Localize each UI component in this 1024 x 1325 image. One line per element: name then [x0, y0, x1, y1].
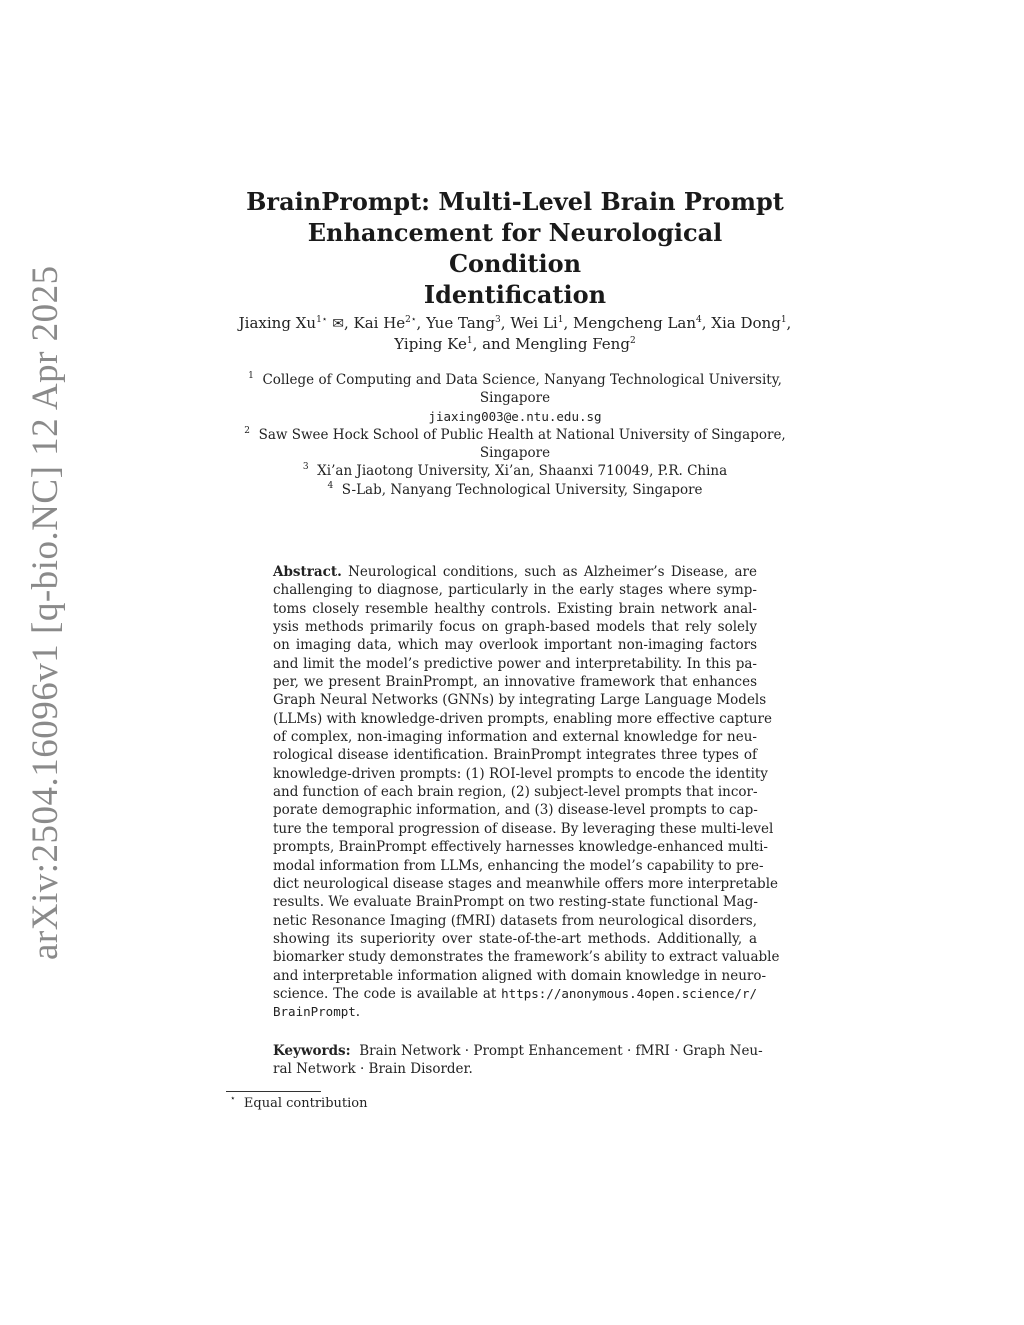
author-name: , and Mengling Feng: [472, 335, 630, 353]
author-line: Jiaxing $Xu^{1⋆}$ ✉, Kai $He^{2⋆}$, Yue Tang$^3$, Wei Li$^1$, Mengcheng Lan$^4$, Xia Dong$^1$,: [238, 314, 792, 332]
abstract-line: netic Resonance Imaging (fMRI) datasets from neurological disorders,: [273, 912, 757, 929]
affiliation-mark: 3: [302, 462, 309, 473]
abstract-line: ture the temporal progression of disease. By leveraging these multi-level: [273, 820, 774, 837]
abstract-line: rological disease identification. BrainPrompt integrates three types of: [273, 747, 757, 764]
code-url-link[interactable]: https://anonymous.4open.science/r/: [501, 985, 758, 1001]
abstract-text: .: [355, 1004, 361, 1021]
keywords-text: Brain Network · Prompt Enhancement · fMRI · Graph Neu-: [359, 1043, 763, 1059]
paper-title: [240, 186, 790, 310]
keywords: [273, 1042, 763, 1079]
affiliation-text: Saw Swee Hock School of Public Health at National University of Singapore,: [258, 426, 786, 443]
abstract-line: biomarker study demonstrates the framework’s ability to extract valuable: [273, 949, 780, 966]
abstract-line: porate demographic information, and (3) disease-level prompts to cap-: [273, 802, 758, 819]
affiliation-mark: 2: [244, 425, 250, 436]
keywords-label: Keywords:: [273, 1043, 351, 1059]
title-line: Enhancement for Neurological Condition: [307, 218, 723, 278]
abstract-line: on imaging data, which may overlook important non-imaging factors: [273, 637, 757, 654]
abstract-text: science. The code is available at: [273, 985, 497, 1002]
author-email-link[interactable]: jiaxing003@e.ntu.edu.sg: [428, 408, 602, 424]
author-name: Yiping Ke: [394, 335, 467, 353]
abstract-line: toms closely resemble healthy controls. Existing brain network anal-: [273, 600, 757, 617]
affiliation-mark: 1: [248, 371, 254, 381]
affiliation-text: Xi’an Jiaotong University, Xi’an, Shaanxi 710049, P.R. China: [317, 463, 728, 480]
author-name: , Kai He: [343, 314, 406, 332]
abstract-line: dict neurological disease stages and meanwhile offers more interpretable: [273, 875, 779, 892]
abstract-line: modal information from LLMs, enhancing the model’s capability to pre-: [273, 857, 764, 874]
footnote-mark: ⋆: [230, 1094, 236, 1104]
keywords-line: ral Network · Brain Disorder.: [273, 1061, 473, 1078]
author-affil-mark: 1: [557, 315, 564, 325]
affiliation-text: S-Lab, Nanyang Technological University, Singapore: [341, 481, 703, 498]
abstract-line: [273, 1003, 757, 1021]
code-url-link[interactable]: BrainPrompt: [273, 1004, 356, 1020]
arxiv-side-stamp: arXiv:2504.16096v1 [q-bio.NC] 12 Apr 2025: [25, 265, 66, 960]
affiliation-line: [200, 371, 830, 389]
abstract-line: and limit the model’s predictive power and interpretability. In this pa-: [273, 655, 757, 672]
abstract-line: (LLMs) with knowledge-driven prompts, enabling more effective capture: [273, 710, 772, 727]
abstract-line: of complex, non-imaging information and external knowledge for neu-: [273, 729, 757, 746]
affiliation-text: College of Computing and Data Science, Nanyang Technological University,: [262, 372, 782, 388]
abstract-line: and function of each brain region, (2) subject-level prompts that incor-: [273, 784, 758, 801]
author-affil-mark: 2: [629, 336, 636, 346]
author-affil-mark: 3: [495, 315, 501, 325]
author-name: , Wei Li: [500, 314, 558, 332]
author-affil-mark: 2⋆: [405, 315, 417, 325]
keywords-line: [273, 1042, 763, 1060]
author-separator: ,: [786, 314, 792, 332]
affiliations: [200, 371, 830, 499]
abstract-line: knowledge-driven prompts: (1) ROI-level prompts to encode the identity: [273, 765, 768, 782]
abstract-line: per, we present BrainPrompt, an innovative framework that enhances: [273, 674, 757, 691]
author-line: [200, 334, 830, 355]
abstract-line: Graph Neural Networks (GNNs) by integrating Large Language Models: [273, 692, 767, 709]
author-list: [200, 313, 830, 355]
abstract-line: [273, 563, 757, 581]
title-line: Identification: [423, 280, 607, 309]
footnote-rule: [226, 1091, 321, 1092]
title-line: BrainPrompt: Multi-Level Brain Prompt: [246, 187, 784, 216]
affiliation-line: [200, 481, 830, 499]
affiliation-line: [200, 426, 830, 444]
abstract-line: [273, 985, 757, 1003]
abstract-line: challenging to diagnose, particularly in the early stages where symp-: [273, 582, 757, 599]
affiliation-line: [200, 462, 830, 480]
footnote: [230, 1095, 367, 1113]
abstract-line: and interpretable information aligned with domain knowledge in neuro-: [273, 967, 767, 984]
affiliation-line: Singapore: [479, 445, 551, 462]
abstract-line: results. We evaluate BrainPrompt on two resting-state functional Mag-: [273, 894, 758, 911]
author-name: Jiaxing Xu: [238, 314, 317, 332]
affiliation-line: Singapore: [479, 390, 551, 407]
abstract-line: showing its superiority over state-of-the-art methods. Additionally, a: [273, 930, 757, 947]
abstract-label: Abstract.: [273, 564, 342, 580]
footnote-text: Equal contribution: [243, 1096, 368, 1111]
author-name: , Xia Dong: [701, 314, 781, 332]
author-affil-mark: 1: [780, 315, 787, 325]
author-affil-mark: 1: [466, 336, 473, 346]
author-name: , Yue Tang: [416, 314, 496, 332]
author-affil-mark: 4: [696, 315, 702, 325]
affiliation-mark: 4: [327, 480, 334, 491]
abstract-text: Neurological conditions, such as Alzheimer’s Disease, are: [348, 564, 757, 580]
abstract-line: ysis methods primarily focus on graph-based models that rely solely: [273, 619, 757, 636]
author-affil-mark: 1⋆: [316, 315, 328, 325]
author-name: , Mengcheng Lan: [563, 314, 697, 332]
abstract-line: prompts, BrainPrompt effectively harnesses knowledge-enhanced multi-: [273, 839, 768, 856]
abstract: [273, 563, 780, 1022]
